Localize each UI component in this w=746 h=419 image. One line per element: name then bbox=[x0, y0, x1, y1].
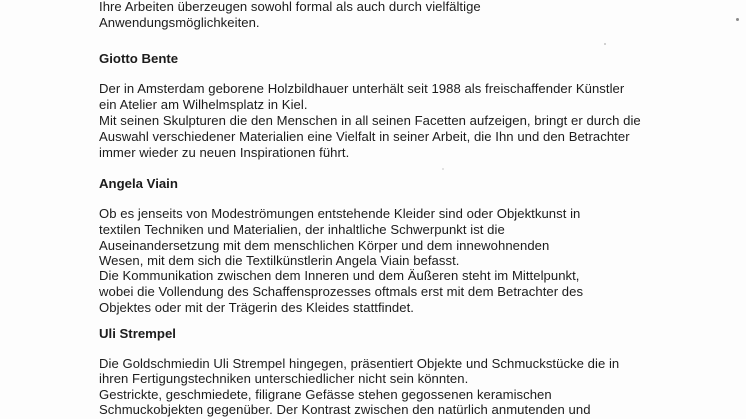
scan-speck bbox=[604, 43, 606, 45]
angela-line-4: Wesen, mit dem sich die Textilkünstlerin Angela Viain befasst. bbox=[99, 253, 460, 268]
uli-line-3: Gestrickte, geschmiedete, filigrane Gefässe stehen gegossenen keramischen bbox=[99, 387, 552, 402]
giotto-line-4: Auswahl verschiedener Materialien eine Vielfalt in seiner Arbeit, die Ihn und den Betrachter bbox=[99, 129, 630, 144]
intro-line-1: Ihre Arbeiten überzeugen sowohl formal als auch durch vielfältige bbox=[99, 0, 481, 14]
scan-speck bbox=[442, 168, 444, 170]
angela-line-3: Auseinandersetzung mit dem menschlichen Körper und dem innewohnenden bbox=[99, 238, 550, 253]
giotto-line-2: ein Atelier am Wilhelmsplatz in Kiel. bbox=[99, 97, 308, 112]
angela-line-5: Die Kommunikation zwischen dem Inneren und dem Äußeren steht im Mittelpunkt, bbox=[99, 268, 580, 283]
section-heading-giotto-bente: Giotto Bente bbox=[99, 51, 179, 66]
giotto-line-1: Der in Amsterdam geborene Holzbildhauer unterhält seit 1988 als freischaffender Künstler bbox=[99, 81, 625, 96]
giotto-line-5: immer wieder zu neuen Inspirationen führt. bbox=[99, 145, 350, 160]
intro-line-2: Anwendungsmöglichkeiten. bbox=[99, 15, 260, 30]
giotto-line-3: Mit seinen Skulpturen die den Menschen in all seinen Facetten aufzeigen, bringt er durch die bbox=[99, 113, 641, 128]
angela-line-1: Ob es jenseits von Modeströmungen entstehende Kleider sind oder Objektkunst in bbox=[99, 206, 581, 221]
uli-line-2: ihren Fertigungstechniken unterschiedlicher nicht sein könnten. bbox=[99, 371, 469, 386]
angela-line-7: Objektes oder mit der Trägerin des Kleides stattfindet. bbox=[99, 300, 414, 315]
section-heading-uli-strempel: Uli Strempel bbox=[99, 326, 176, 341]
section-heading-angela-viain: Angela Viain bbox=[99, 176, 178, 191]
uli-line-4: Schmuckobjekten gegenüber. Der Kontrast zwischen den natürlich anmutenden und bbox=[99, 402, 591, 417]
angela-line-6: wobei die Vollendung des Schaffensprozesses oftmals erst mit dem Betrachter des bbox=[99, 284, 584, 299]
uli-line-1: Die Goldschmiedin Uli Strempel hingegen, präsentiert Objekte und Schmuckstücke die in bbox=[99, 356, 620, 371]
angela-line-2: textilen Techniken und Materialien, der inhaltliche Schwerpunkt ist die bbox=[99, 222, 505, 237]
scan-speck bbox=[736, 18, 739, 21]
